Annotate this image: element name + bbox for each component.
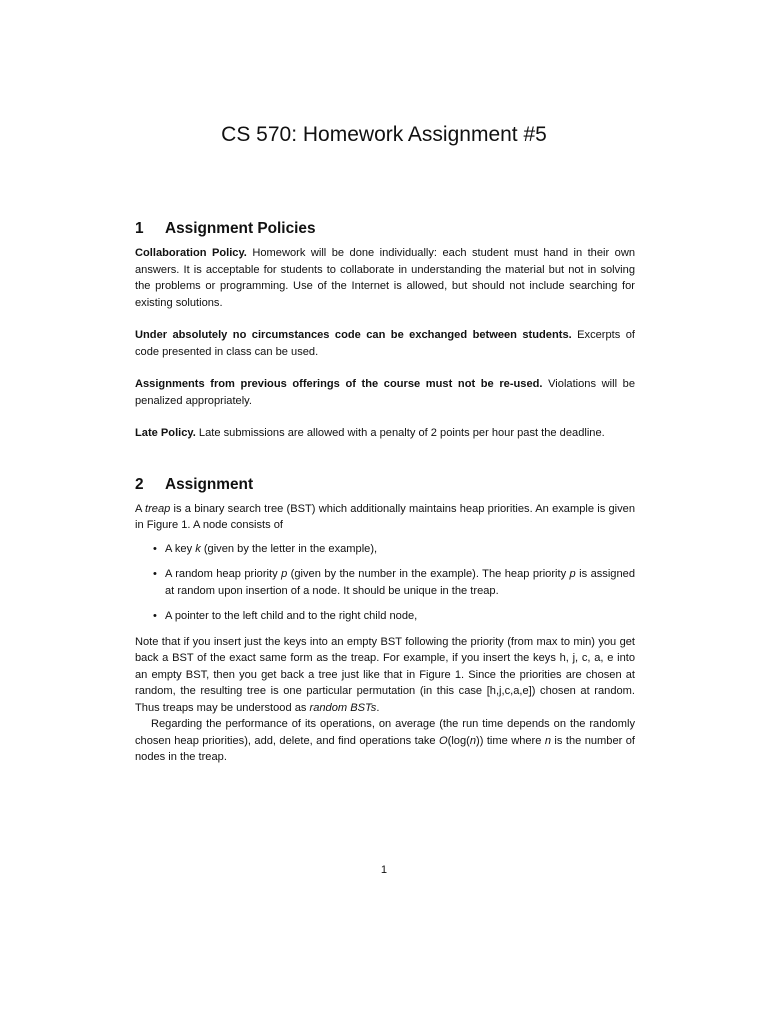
list-item bbox=[135, 608, 635, 625]
bullet-icon: • bbox=[153, 568, 157, 580]
document-body bbox=[135, 218, 635, 766]
list-item bbox=[135, 541, 635, 558]
performance-paragraph bbox=[135, 716, 635, 766]
bullet-icon: • bbox=[153, 610, 157, 622]
performance-text: (log( bbox=[447, 734, 470, 747]
list-item-text: A pointer to the left child and to the right child node, bbox=[165, 610, 418, 622]
late-policy-label: Late Policy. bbox=[135, 427, 196, 439]
list-item-text: (given by the number in the example). The heap priority bbox=[287, 568, 570, 580]
performance-text: )) time where bbox=[476, 734, 545, 747]
math-variable: p bbox=[281, 568, 288, 580]
list-item bbox=[135, 566, 635, 599]
list-item-text: A random heap priority bbox=[165, 568, 282, 580]
random-bsts-term: random BSTs bbox=[309, 701, 377, 714]
math-variable: O bbox=[439, 734, 448, 747]
page-number: 1 bbox=[380, 864, 388, 876]
list-item-text: A key bbox=[165, 542, 196, 555]
reuse-text: Violations will be penalized appropriately. bbox=[135, 378, 635, 407]
code-exchange-label: Under absolutely no circumstances code can be exchanged between students. bbox=[135, 329, 572, 341]
treap-intro-paragraph bbox=[135, 501, 635, 534]
reuse-paragraph bbox=[135, 376, 635, 409]
collaboration-policy-text: Homework will be done individually: each student must hand in their own answers. It is acceptable for students to collaborate in understanding the material but not in solving the problems or programming. Use of the Internet is allowed, but should not include searching for existing solutions. bbox=[135, 247, 635, 309]
section-heading-policies bbox=[135, 218, 635, 240]
collaboration-policy-paragraph bbox=[135, 245, 635, 311]
section-heading-assignment bbox=[135, 474, 635, 496]
code-exchange-paragraph bbox=[135, 327, 635, 360]
performance-text: Regarding the performance of its operations, on average (the run time depends on the randomly chosen heap priorities), add, delete, and find operations take bbox=[135, 718, 635, 747]
intro-text: A bbox=[135, 502, 146, 515]
math-variable: p bbox=[569, 568, 576, 580]
code-exchange-text: Excerpts of code presented in class can be used. bbox=[135, 329, 635, 358]
section-number: 2 bbox=[135, 475, 144, 493]
math-variable: n bbox=[544, 734, 552, 747]
list-item-text: is assigned at random upon insertion of a node. It should be unique in the treap. bbox=[165, 568, 635, 597]
document-title: CS 570: Homework Assignment #5 bbox=[221, 123, 547, 146]
performance-text: is the number of nodes in the treap. bbox=[135, 734, 635, 763]
treap-term: treap bbox=[145, 502, 171, 515]
section-title: Assignment Policies bbox=[165, 220, 316, 237]
section-title: Assignment bbox=[165, 475, 254, 493]
list-item-text: (given by the letter in the example), bbox=[200, 542, 378, 555]
bullet-icon: • bbox=[153, 542, 157, 555]
late-policy-text: Late submissions are allowed with a penalty of 2 points per hour past the deadline. bbox=[195, 427, 605, 439]
collaboration-policy-label: Collaboration Policy. bbox=[135, 247, 247, 259]
late-policy-paragraph bbox=[135, 425, 635, 442]
intro-text: is a binary search tree (BST) which additionally maintains heap priorities. An example is given in Figure 1. A node consists of bbox=[135, 502, 635, 531]
math-variable: n bbox=[469, 734, 477, 747]
math-variable: k bbox=[195, 542, 201, 555]
note-text: Note that if you insert just the keys into an empty BST following the priority (from max to min) you get back a BST of the exact same form as the treap. For example, if you insert the keys h, j, c, a, e into an empty BST, then you get back a tree just like that in Figure 1. Since the priorities are chosen at random, the resulting tree is one particular permutation (in this case [h,j,c,a,e]) chosen at random. Thus treaps may be understood as bbox=[135, 635, 635, 714]
note-text: . bbox=[376, 701, 380, 714]
node-components-list bbox=[135, 541, 635, 625]
treap-note-paragraph bbox=[135, 634, 635, 717]
reuse-label: Assignments from previous offerings of the course must not be re-used. bbox=[135, 378, 543, 390]
section-number: 1 bbox=[135, 220, 144, 237]
